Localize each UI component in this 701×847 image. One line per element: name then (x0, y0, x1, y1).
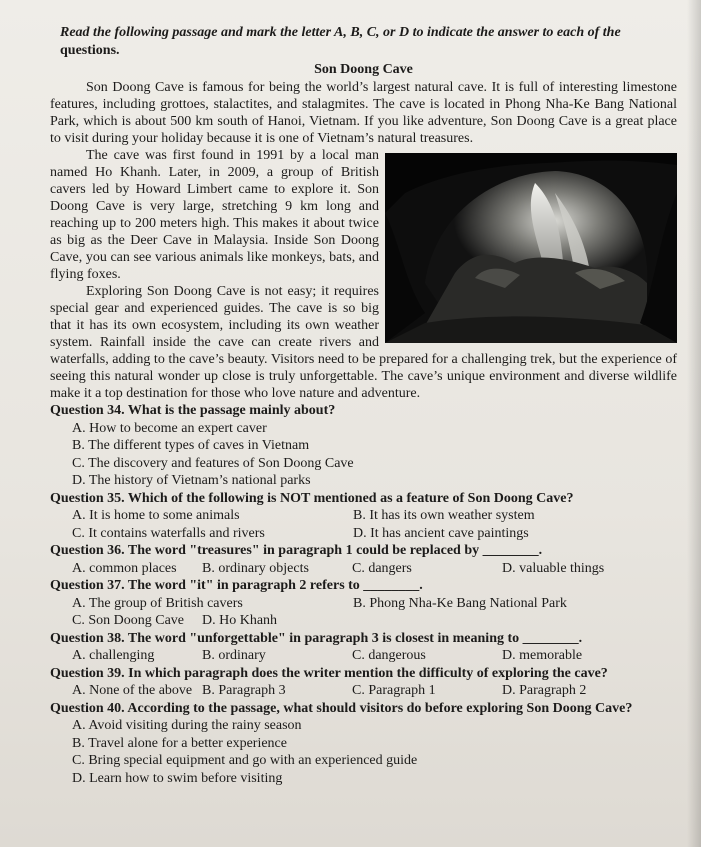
question-stem: Question 35. Which of the following is NOT mentioned as a feature of Son Doong Cave? (50, 490, 574, 506)
option-d[interactable]: D. Ho Khanh (202, 613, 278, 628)
question-37 (50, 577, 677, 630)
instruction-text-line2: questions. (60, 43, 120, 58)
question-stem: Question 38. The word "unforgettable" in paragraph 3 is closest in meaning to ________. (50, 630, 583, 646)
option-a[interactable]: A. The group of British cavers (72, 595, 243, 611)
option-a[interactable]: A. It is home to some animals (72, 508, 240, 523)
option-c[interactable]: C. Paragraph 1 (352, 683, 436, 698)
paragraph-3: Exploring Son Doong Cave is not easy; it requires special gear and experienced guides. The cave is so big that it has its own ecosystem, including its own weather system. Rainfall inside the cave can create rivers and waterfalls, adding to the cave’s beauty. Visitors need to be prepared for a challenging trek, but the experience of seeing this natural wonder up close is truly unforgettable. The cave’s unique environment and diverse wildlife make it a top destination for those who love nature and adventure. (50, 284, 677, 401)
question-40 (50, 700, 677, 788)
option-a[interactable]: A. None of the above (72, 683, 193, 698)
option-a[interactable]: A. challenging (72, 648, 155, 663)
option-b[interactable]: B. Travel alone for a better experience (72, 735, 287, 751)
question-36 (50, 542, 677, 577)
option-a[interactable]: A. How to become an expert caver (72, 420, 267, 436)
cave-photo (385, 153, 677, 343)
option-c[interactable]: C. The discovery and features of Son Doong Cave (72, 455, 354, 471)
option-d[interactable]: D. valuable things (502, 560, 605, 576)
question-39 (50, 665, 677, 700)
option-b[interactable]: B. ordinary objects (202, 560, 309, 576)
question-stem: Question 39. In which paragraph does the writer mention the difficulty of exploring the cave? (50, 665, 608, 681)
question-35 (50, 490, 677, 543)
option-b[interactable]: B. Paragraph 3 (202, 683, 286, 698)
option-b[interactable]: B. Phong Nha-Ke Bang National Park (353, 595, 567, 611)
paragraph-2: The cave was first found in 1991 by a local man named Ho Khanh. Later, in 2009, a group of British cavers led by Howard Limbert came to explore it. Son Doong Cave is very large, stretching 9 km long and reaching up to 200 meters high. This makes it about twice as big as the Deer Cave in Malaysia. Inside Son Doong Cave, you can see various animals like monkeys, bats, and flying foxes. (50, 148, 379, 282)
option-c[interactable]: C. Bring special equipment and go with an experienced guide (72, 753, 418, 768)
option-c[interactable]: C. Son Doong Cave (72, 613, 184, 628)
option-b[interactable]: B. The different types of caves in Vietnam (72, 438, 310, 453)
page-edge-shadow (687, 0, 701, 847)
cave-waterfall-image (385, 153, 677, 343)
question-stem: Question 34. What is the passage mainly about? (50, 403, 336, 418)
instruction-text: Read the following passage and mark the letter A, B, C, or D to indicate the answer to each of the (60, 25, 621, 40)
question-stem: Question 37. The word "it" in paragraph 2 refers to ________. (50, 578, 423, 593)
option-d[interactable]: D. The history of Vietnam’s national parks (72, 473, 311, 488)
question-38 (50, 630, 677, 665)
paragraph-1: Son Doong Cave is famous for being the world’s largest natural cave. It is full of interesting limestone features, including grottoes, stalactites, and stalagmites. The cave is located in Phong Nha-Ke Bang National Park, which is about 500 km south of Hanoi, Vietnam. If you like adventure, Son Doong Cave is a great place to visit during your holiday because it is one of Vietnam’s natural treasures. (50, 80, 677, 146)
option-b[interactable]: B. It has its own weather system (353, 508, 535, 523)
option-d[interactable]: D. memorable (502, 648, 583, 663)
question-stem: Question 40. According to the passage, what should visitors do before exploring Son Doong Cave? (50, 700, 633, 716)
option-a[interactable]: A. common places (72, 560, 177, 576)
option-d[interactable]: D. Learn how to swim before visiting (72, 770, 283, 786)
option-c[interactable]: C. It contains waterfalls and rivers (72, 525, 265, 541)
option-c[interactable]: C. dangerous (352, 648, 426, 663)
option-c[interactable]: C. dangers (352, 560, 412, 576)
question-stem: Question 36. The word "treasures" in paragraph 1 could be replaced by ________. (50, 543, 543, 558)
question-34 (50, 402, 677, 490)
option-a[interactable]: A. Avoid visiting during the rainy season (72, 718, 302, 733)
option-d[interactable]: D. It has ancient cave paintings (353, 525, 529, 541)
option-b[interactable]: B. ordinary (202, 648, 266, 663)
passage-title: Son Doong Cave (314, 62, 413, 77)
option-d[interactable]: D. Paragraph 2 (502, 683, 587, 698)
